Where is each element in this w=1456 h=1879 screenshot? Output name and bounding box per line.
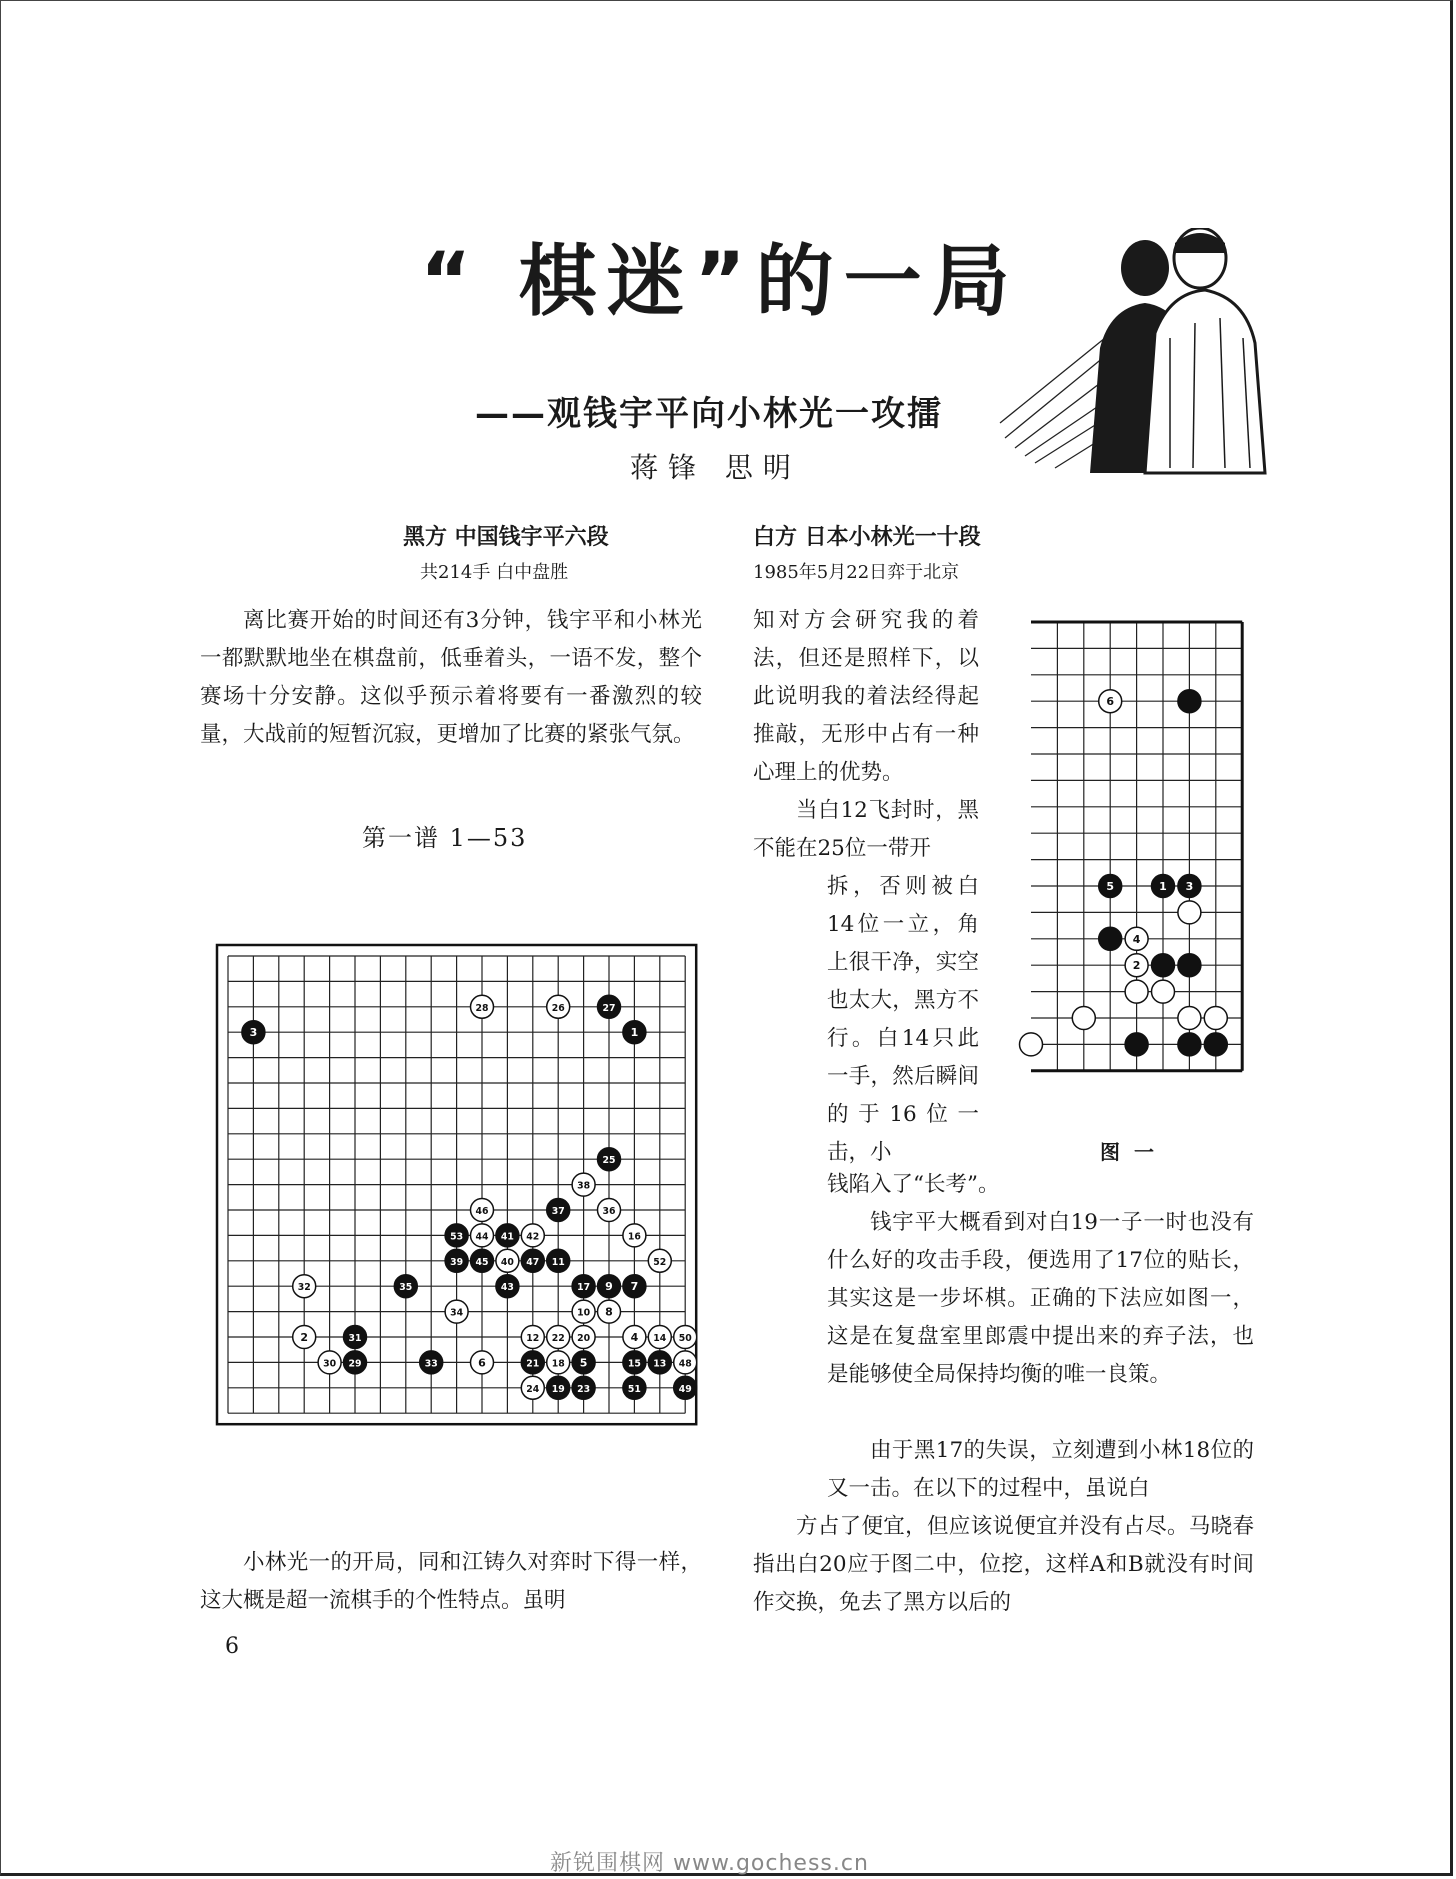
white-stone [1125, 927, 1148, 950]
black-stone [344, 1326, 367, 1349]
move-number: 41 [500, 1231, 514, 1243]
move-number: 52 [653, 1256, 667, 1268]
move-number: 38 [577, 1180, 591, 1192]
black-stone [394, 1275, 417, 1298]
black-stone [547, 1376, 570, 1399]
move-number: 49 [678, 1383, 692, 1395]
white-stone [598, 1300, 621, 1323]
move-number: 50 [678, 1332, 692, 1344]
black-stone [1178, 875, 1201, 898]
move-number: 18 [551, 1358, 565, 1370]
move-number: 17 [577, 1282, 591, 1294]
white-stone [521, 1376, 544, 1399]
move-number: 3 [249, 1026, 258, 1040]
move-number: 31 [348, 1332, 362, 1344]
move-number: 36 [602, 1205, 616, 1217]
black-stone [242, 1021, 265, 1044]
right-full-para1: 钱宇平大概看到对白19一子一时也没有什么好的攻击手段，便选用了17位的贴长，其实这是一步坏棋。正确的下法应如图一，这是在复盘室里郎震中提出来的弃子法，也是能够使全局保持均衡的唯一良策。 [827, 1210, 1254, 1387]
move-number: 3 [1185, 879, 1194, 893]
white-stone [1178, 1007, 1201, 1030]
move-number: 30 [323, 1358, 337, 1370]
white-stone [521, 1224, 544, 1247]
intro-paragraph: 离比赛开始的时间还有3分钟，钱宇平和小林光一都默默地坐在棋盘前，低垂着头，一语不发，整个赛场十分安静。这似乎预示着将要有一番激烈的较量，大战前的短暂沉寂，更增加了比赛的紧张气氛。 [200, 608, 702, 747]
move-number: 37 [551, 1205, 565, 1217]
move-number: 14 [653, 1332, 667, 1344]
move-number: 4 [630, 1330, 639, 1344]
black-stone [598, 1275, 621, 1298]
move-number: 2 [300, 1330, 309, 1344]
black-stone [445, 1224, 468, 1247]
black-stone [623, 1021, 646, 1044]
main-go-board [208, 936, 761, 1493]
black-stone [521, 1351, 544, 1374]
white-stone [1178, 901, 1201, 924]
white-stone [1020, 1033, 1043, 1056]
white-stone [648, 1326, 671, 1349]
white-stone [1125, 954, 1148, 977]
page-title: “ 棋迷”的一局 [420, 237, 1020, 327]
page-number: 6 [225, 1634, 239, 1659]
black-stone [1152, 875, 1175, 898]
black-stone [1178, 1033, 1201, 1056]
black-stone [471, 1249, 494, 1272]
black-stone [1099, 927, 1122, 950]
move-number: 45 [475, 1256, 489, 1268]
white-stone [674, 1326, 697, 1349]
white-stone [623, 1326, 646, 1349]
move-number: 25 [602, 1155, 616, 1167]
game-result: 共214手 白中盘胜 [420, 562, 569, 583]
move-number: 51 [627, 1383, 641, 1395]
page-subtitle: ——观钱宇平向小林光一攻擂 [475, 394, 943, 434]
white-stone [674, 1351, 697, 1374]
white-stone [471, 995, 494, 1018]
white-stone [547, 995, 570, 1018]
black-stone [547, 1249, 570, 1272]
right-full-para2b: 方占了便宜，但应该说便宜并没有占尽。马晓春指出白20应于图二中，位挖，这样A和B就没有时间作交换，免去了黑方以后的 [753, 1514, 1254, 1615]
black-stone [572, 1376, 595, 1399]
move-number: 1 [630, 1026, 639, 1040]
black-stone [1178, 954, 1201, 977]
game-date: 1985年5月22日弈于北京 [753, 562, 960, 583]
move-number: 28 [475, 1002, 489, 1014]
move-number: 4 [1132, 932, 1141, 946]
black-stone [1099, 875, 1122, 898]
black-stone [1125, 1033, 1148, 1056]
white-player-label: 白方 日本小林光一十段 [753, 525, 981, 550]
figure1-go-board [1018, 614, 1258, 1112]
move-number: 1 [1159, 879, 1167, 893]
white-stone [1204, 1007, 1227, 1030]
right-narrow-top: 知对方会研究我的着法，但还是照样下，以此说明我的着法经得起推敲，无形中占有一种心理上的优势。 [753, 608, 979, 785]
move-number: 11 [551, 1256, 565, 1268]
move-number: 6 [1106, 695, 1115, 709]
black-stone [598, 1148, 621, 1171]
move-number: 27 [602, 1002, 616, 1014]
black-stone [598, 995, 621, 1018]
white-stone [1072, 1007, 1095, 1030]
move-number: 8 [605, 1305, 613, 1319]
black-stone [1204, 1033, 1227, 1056]
move-number: 26 [551, 1002, 565, 1014]
right-full-para2a: 由于黑17的失误，立刻遭到小林18位的又一击。在以下的过程中，虽说白 [827, 1438, 1254, 1501]
move-number: 15 [627, 1358, 641, 1370]
black-stone [572, 1275, 595, 1298]
move-number: 48 [678, 1358, 692, 1370]
black-stone [572, 1351, 595, 1374]
white-stone [318, 1351, 341, 1374]
white-stone [1099, 690, 1122, 713]
move-number: 40 [500, 1256, 514, 1268]
white-stone [572, 1173, 595, 1196]
move-number: 2 [1132, 959, 1141, 973]
move-number: 20 [577, 1332, 591, 1344]
move-number: 44 [475, 1231, 489, 1243]
white-stone [521, 1326, 544, 1349]
opening-paragraph: 小林光一的开局，同和江铸久对弈时下得一样，这大概是超一流棋手的个性特点。虽明 [200, 1550, 702, 1613]
move-number: 24 [526, 1383, 540, 1395]
white-stone [471, 1199, 494, 1222]
black-player-label: 黑方 中国钱宇平六段 [403, 525, 609, 550]
move-number: 32 [297, 1282, 311, 1294]
move-number: 33 [424, 1358, 438, 1370]
white-stone [293, 1275, 316, 1298]
move-number: 42 [526, 1231, 540, 1243]
move-number: 5 [1106, 879, 1115, 893]
move-number: 47 [526, 1256, 540, 1268]
move-number: 46 [475, 1205, 489, 1217]
white-stone [1152, 980, 1175, 1003]
right-narrow-mid3: 钱陷入了“长考”。 [827, 1172, 1000, 1197]
move-number: 13 [653, 1358, 667, 1370]
white-stone [471, 1351, 494, 1374]
move-number: 7 [630, 1280, 639, 1294]
move-number: 43 [500, 1282, 514, 1294]
white-stone [293, 1326, 316, 1349]
white-stone [648, 1249, 671, 1272]
move-number: 16 [627, 1231, 641, 1243]
white-stone [547, 1326, 570, 1349]
black-stone [623, 1275, 646, 1298]
black-stone [547, 1199, 570, 1222]
black-stone [623, 1376, 646, 1399]
white-stone [445, 1300, 468, 1323]
figure1-label: 图一 [1100, 1140, 1168, 1164]
black-stone [674, 1376, 697, 1399]
black-stone [1152, 954, 1175, 977]
white-stone [598, 1199, 621, 1222]
move-number: 19 [551, 1383, 565, 1395]
move-number: 5 [579, 1356, 588, 1370]
white-stone [471, 1224, 494, 1247]
authors: 蒋锋 思明 [630, 451, 801, 484]
move-number: 35 [399, 1282, 413, 1294]
black-stone [496, 1275, 519, 1298]
move-number: 34 [450, 1307, 464, 1319]
move-number: 12 [526, 1332, 540, 1344]
move-number: 29 [348, 1358, 362, 1370]
white-stone [572, 1326, 595, 1349]
black-stone [521, 1249, 544, 1272]
players-illustration [995, 228, 1285, 478]
footer-watermark: 新锐围棋网 www.gochess.cn [550, 1851, 869, 1876]
right-narrow-mid1: 当白12飞封时，黑不能在25位一带开 [753, 798, 979, 861]
move-number: 21 [526, 1358, 540, 1370]
move-number: 39 [450, 1256, 464, 1268]
white-stone [572, 1300, 595, 1323]
black-stone [344, 1351, 367, 1374]
right-narrow-mid2: 拆，否则被白14位一立，角上很干净，实空也太大，黑方不行。白14只此一手，然后瞬间的于16位一击，小 [827, 874, 979, 1165]
move-number: 6 [478, 1356, 486, 1370]
move-number: 23 [577, 1383, 591, 1395]
black-stone [496, 1224, 519, 1247]
black-stone [1178, 690, 1201, 713]
white-stone [1125, 980, 1148, 1003]
black-stone [420, 1351, 443, 1374]
move-number: 10 [577, 1307, 591, 1319]
white-stone [496, 1249, 519, 1272]
black-stone [648, 1351, 671, 1374]
move-number: 9 [605, 1280, 613, 1294]
black-stone [623, 1351, 646, 1374]
white-stone [623, 1224, 646, 1247]
move-number: 53 [450, 1231, 464, 1243]
move-number: 22 [551, 1332, 565, 1344]
diagram-caption: 第一谱 1—53 [362, 824, 528, 852]
black-stone [445, 1249, 468, 1272]
white-stone [547, 1351, 570, 1374]
